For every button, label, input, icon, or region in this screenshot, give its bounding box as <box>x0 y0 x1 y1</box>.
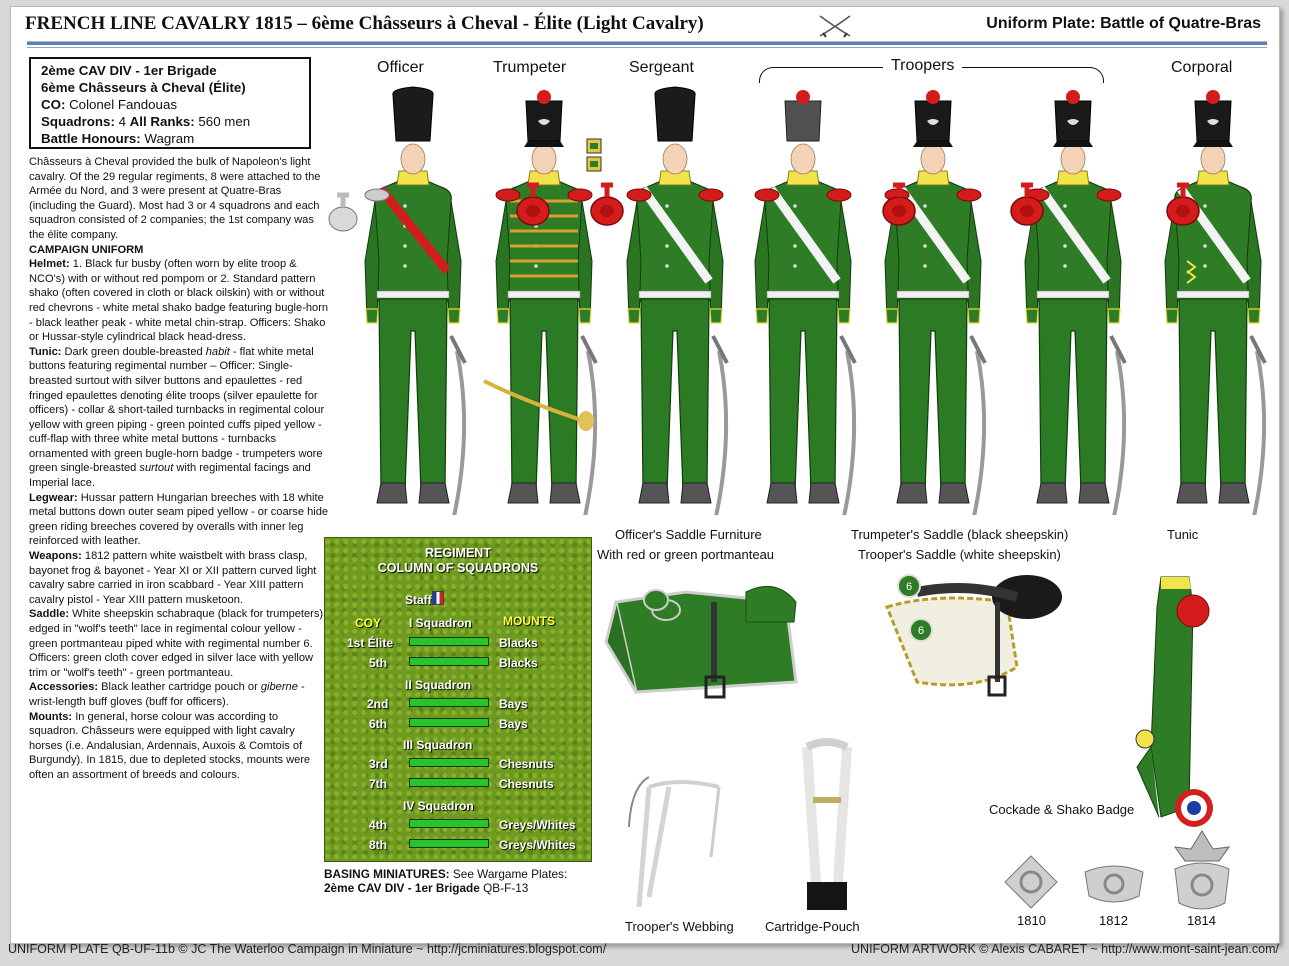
basing-label: BASING MINIATURES: <box>324 867 450 881</box>
sergeant-figure <box>627 87 727 515</box>
weapons-paragraph <box>29 549 329 607</box>
coy-7-label: 7th <box>369 777 387 791</box>
weapons-text: 1812 pattern white waistbelt with brass clasp, bayonet frog & bayonet - Year XI or XII pattern curved light cavalry sabre carried in iron scabbard - Year XIII pattern cavalry pistol - Year XIII pattern musketoon. <box>29 550 317 606</box>
footer-credit-left: UNIFORM PLATE QB-UF-11b © JC The Waterloo Campaign in Miniature ~ http://jcminiatures.blogspot.com/ <box>8 942 607 956</box>
corporal-label: Corporal <box>1171 59 1233 76</box>
coy-6-mount: Bays <box>499 717 528 731</box>
staff-label: Staff <box>405 593 432 607</box>
trooper-webbing-illustration <box>619 747 739 917</box>
officer-figure <box>365 87 465 515</box>
badge-1814-label: 1814 <box>1187 913 1216 928</box>
honours-value: Wagram <box>140 131 195 146</box>
tunic-paragraph <box>29 345 329 491</box>
officer-saddle-sublabel: With red or green portmanteau <box>597 547 775 562</box>
tunic-label: Tunic <box>1167 527 1199 542</box>
basing-code: QB-F-13 <box>479 881 529 895</box>
weapons-label: Weapons: <box>29 550 82 563</box>
plate-subtitle: Uniform Plate: Battle of Quatre-Bras <box>986 15 1261 32</box>
footer-credit-right: UNIFORM ARTWORK © Alexis CABARET ~ http://www.mont-saint-jean.com/ <box>851 942 1279 956</box>
badge-1810-icon <box>1001 852 1061 912</box>
honours-label: Battle Honours: <box>41 131 141 146</box>
mounts-header: MOUNTS <box>503 614 555 628</box>
trooper-1-figure <box>755 90 855 515</box>
ranks-value: 560 men <box>194 114 251 129</box>
plate-title: FRENCH LINE CAVALRY 1815 – 6ème Châsseurs à Cheval - Élite (Light Cavalry) <box>25 13 704 34</box>
accessories-paragraph <box>29 680 329 709</box>
sergeant-epaulette-icon <box>591 183 623 225</box>
header-rule <box>27 41 1267 45</box>
coy-5-bar <box>409 657 489 666</box>
portmanteau-number-1: 6 <box>905 581 913 593</box>
org-title-1: REGIMENT <box>425 546 491 560</box>
co-label: CO: <box>41 97 66 112</box>
officer-saddle-label: Officer's Saddle Furniture <box>615 527 762 542</box>
coy-1-mount: Blacks <box>499 636 538 650</box>
tricolour-flag-icon <box>432 591 444 605</box>
uniform-figures <box>311 85 1271 515</box>
coy-3-label: 3rd <box>369 757 388 771</box>
webbing-label: Trooper's Webbing <box>625 919 734 934</box>
tunic-label: Tunic: <box>29 345 62 358</box>
saddle-label: Saddle: <box>29 608 70 621</box>
coy-3-bar <box>409 758 489 767</box>
trooper-2-figure <box>885 90 985 515</box>
coy-8-mount: Greys/Whites <box>499 838 576 852</box>
trooper-saddle-label: Trooper's Saddle (white sheepskin) <box>858 547 1061 562</box>
officer-epaulette-icon <box>329 193 357 231</box>
squadron-1-label: I Squadron <box>409 616 472 630</box>
helmet-text: 1. Black fur busby (often worn by elite troop & NCO's) with or without red pompom or 2. Standard pattern shako (often covered in cloth or black oilskin) with or without red chevrons - white metal shako badge featuring bugle-horn - black leather peak - white metal chin-strap. Officers: Shako or Hussar-style cylindrical black head-dress. <box>29 258 329 344</box>
squadrons-label: Squadrons: <box>41 114 115 129</box>
division-line: 2ème CAV DIV - 1er Brigade <box>41 63 217 78</box>
basing-note <box>324 867 604 895</box>
badge-1814-icon <box>1169 827 1235 917</box>
crossed-sabres-icon <box>817 13 853 39</box>
legwear-label: Legwear: <box>29 491 78 504</box>
badge-1812-label: 1812 <box>1099 913 1128 928</box>
campaign-heading: CAMPAIGN UNIFORM <box>29 243 144 256</box>
coy-2-mount: Bays <box>499 697 528 711</box>
squadron-4-label: IV Squadron <box>403 799 474 813</box>
legwear-text: Hussar pattern Hungarian breeches with 18 white metal buttons down outer seam piped yellow - or coarse hide green riding breeches covered by overalls with inner leg reinforced with leather. <box>29 491 329 548</box>
regiment-line: 6ème Châsseurs à Cheval (Élite) <box>41 80 246 95</box>
officer-label: Officer <box>377 59 424 76</box>
co-value: Colonel Fandouas <box>65 97 177 112</box>
ranks-label: All Ranks: <box>129 114 195 129</box>
trumpeter-figure <box>484 90 596 515</box>
pouch-label: Cartridge-Pouch <box>765 919 860 934</box>
trooper-saddle-illustration <box>877 572 1077 707</box>
org-title-2: COLUMN OF SQUADRONS <box>377 561 539 575</box>
accessories-italic: giberne <box>260 681 298 694</box>
org-title <box>325 546 591 576</box>
coy-4-label: 4th <box>369 818 387 832</box>
intro-paragraph: Châsseurs à Cheval provided the bulk of Napoleon's light cavalry. Of the 29 regular regiments, 8 were attached to the Armée du Nord, and 3 were present at Quatre-Bras (including the Guard). Most had 3 or 4 squadrons and each squadron consisted of 2 companies; the 1st company was the élite company. <box>29 156 321 241</box>
coy-6-bar <box>409 718 489 727</box>
tunic-text-b: - flat white metal buttons featuring regimental number – Officer: Single-breasted surtout with silver buttons and epaulettes - red fringed epaulettes denoting élite troops (silver epaulette for officers) - collar & short-tailed turnbacks in regimental colour yellow with green piping - green pointed cuffs piped yellow - cuff-flap with three white metal buttons - turnbacks ornamented with green bugle-horn badge - trumpeters wore green single-breasted <box>29 345 325 475</box>
helmet-label: Helmet: <box>29 258 70 271</box>
coy-4-mount: Greys/Whites <box>499 818 576 832</box>
mounts-label: Mounts: <box>29 710 73 723</box>
coy-5-label: 5th <box>369 656 387 670</box>
trumpeter-label: Trumpeter <box>493 59 567 76</box>
coy-header: COY <box>355 616 382 630</box>
coy-2-label: 2nd <box>367 697 389 711</box>
cartridge-pouch-illustration <box>787 737 877 917</box>
saddle-text: White sheepskin schabraque (black for trumpeters) edged in "wolf's teeth" lace in regimental colour yellow - green portmanteau piped white with regimental number 6. Officers: green cloth cover edged in silver lace with yellow trim or "wolf's teeth" - green portmanteau. <box>29 608 324 679</box>
mounts-paragraph <box>29 710 329 783</box>
legwear-paragraph <box>29 491 329 549</box>
tunic-italic-b: surtout <box>139 462 174 475</box>
coy-8-label: 8th <box>369 838 387 852</box>
cockade-icon <box>1173 787 1215 829</box>
mounts-text: In general, horse colour was according to squadron. Châsseurs were equipped with light cavalry horses (i.e. Andalusian, Ardennais, Auxois & Comtois of Burgundy). In 1815, due to depleted stocks, mounts were often an assortment of breeds and colours. <box>29 710 311 781</box>
coy-1-label: 1st Élite <box>347 636 394 650</box>
description-text <box>29 155 329 783</box>
trumpeter-lace-icon <box>587 139 601 171</box>
sergeant-label: Sergeant <box>629 59 694 76</box>
coy-5-mount: Blacks <box>499 656 538 670</box>
coy-6-label: 6th <box>369 717 387 731</box>
tunic-italic-a: habit <box>205 345 230 358</box>
coy-3-mount: Chesnuts <box>499 757 554 771</box>
header-rule-thin <box>27 47 1267 48</box>
coy-4-bar <box>409 819 489 828</box>
saddle-paragraph <box>29 607 329 680</box>
accessories-text-a: Black leather cartridge pouch or <box>98 681 261 694</box>
troopers-label: Troopers <box>883 57 962 75</box>
coy-8-bar <box>409 839 489 848</box>
coy-7-mount: Chesnuts <box>499 777 554 791</box>
regiment-infobox <box>29 57 311 149</box>
tunic-text-a: Dark green double-breasted <box>61 345 206 358</box>
squadron-3-label: III Squadron <box>403 738 473 752</box>
coy-1-bar <box>409 637 489 646</box>
badge-1812-icon <box>1081 862 1147 908</box>
basing-brigade: 2ème CAV DIV - 1er Brigade <box>324 881 480 895</box>
uniform-plate <box>10 6 1280 944</box>
coy-7-bar <box>409 778 489 787</box>
portmanteau-number-2: 6 <box>917 625 925 637</box>
trumpeter-saddle-label: Trumpeter's Saddle (black sheepskin) <box>851 527 1069 542</box>
squadron-2-label: II Squadron <box>405 678 471 692</box>
corporal-figure <box>1165 90 1265 515</box>
basing-text: See Wargame Plates: <box>449 867 568 881</box>
officer-saddle-illustration <box>596 572 806 712</box>
squadrons-value: 4 <box>114 114 130 129</box>
accessories-text-b: - wrist-length buff gloves (buff for officers). <box>29 681 305 708</box>
badge-1810-label: 1810 <box>1017 913 1046 928</box>
cockade-label: Cockade & Shako Badge <box>989 802 1135 817</box>
accessories-label: Accessories: <box>29 681 99 694</box>
coy-2-bar <box>409 698 489 707</box>
helmet-paragraph <box>29 257 329 345</box>
tunic-text-c: with regimental facings and Imperial lace. <box>29 462 311 490</box>
org-chart-box <box>324 537 592 862</box>
trooper-3-figure <box>1025 90 1125 515</box>
